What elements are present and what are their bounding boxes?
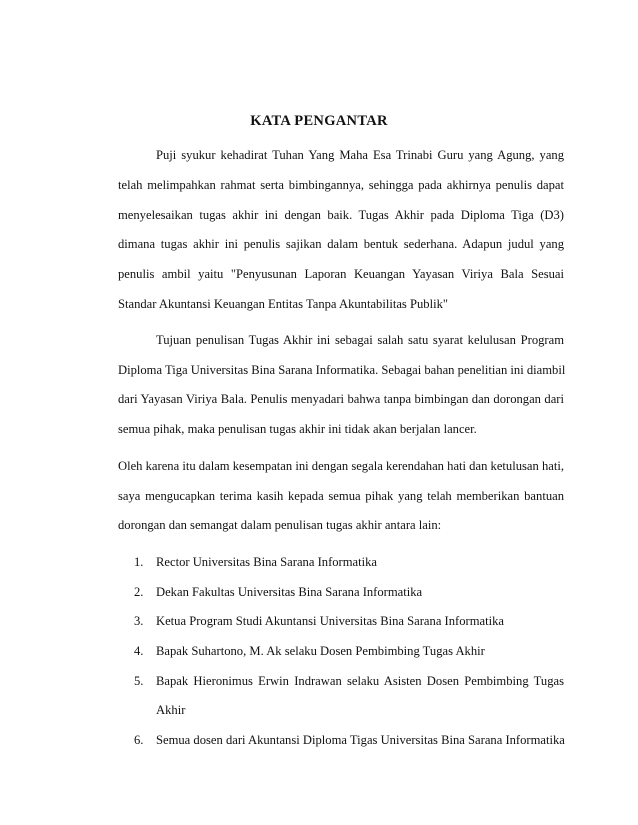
paragraph-2-line: semua pihak, maka penulisan tugas akhir ini tidak akan berjalan lancer. xyxy=(118,422,477,436)
paragraph-1-line: menyelesaikan tugas akhir ini dengan baik. Tugas Akhir pada Diploma Tiga (D3) xyxy=(118,208,564,222)
list-item-number: 3. xyxy=(134,614,144,628)
paragraph-1-line: dimana tugas akhir ini penulis sajikan dalam bentuk sederhana. Adapun judul yang xyxy=(118,237,564,251)
paragraph-3-line: saya mengucapkan terima kasih kepada semua pihak yang telah memberikan bantuan xyxy=(118,489,564,503)
paragraph-1-line: telah melimpahkan rahmat serta bimbingannya, sehingga pada akhirnya penulis dapat xyxy=(118,178,564,192)
list-item-number: 6. xyxy=(134,733,144,747)
list-item-text: Bapak Suhartono, M. Ak selaku Dosen Pembimbing Tugas Akhir xyxy=(156,644,485,658)
list-item-number: 5. xyxy=(134,674,144,688)
list-item-number: 1. xyxy=(134,555,144,569)
paragraph-2-line: Diploma Tiga Universitas Bina Sarana Informatika. Sebagai bahan penelitian ini diambil xyxy=(118,363,566,377)
list-item-text: Bapak Hieronimus Erwin Indrawan selaku Asisten Dosen Pembimbing Tugas xyxy=(156,674,564,688)
list-item-text: Ketua Program Studi Akuntansi Universitas Bina Sarana Informatika xyxy=(156,614,505,628)
list-item-number: 2. xyxy=(134,585,144,599)
list-item-text: Rector Universitas Bina Sarana Informatika xyxy=(156,555,378,569)
list-item-text: Dekan Fakultas Universitas Bina Sarana Informatika xyxy=(156,585,423,599)
paragraph-1-line: Standar Akuntansi Keuangan Entitas Tanpa Akuntabilitas Publik" xyxy=(118,297,449,311)
page-title: KATA PENGANTAR xyxy=(250,113,388,129)
paragraph-1-line: Puji syukur kehadirat Tuhan Yang Maha Esa Trinabi Guru yang Agung, yang xyxy=(156,148,564,162)
list-item-text: Semua dosen dari Akuntansi Diploma Tigas Universitas Bina Sarana Informatika xyxy=(156,733,565,747)
list-item-text-continued: Akhir xyxy=(156,703,186,717)
paragraph-2-line: Tujuan penulisan Tugas Akhir ini sebagai salah satu syarat kelulusan Program xyxy=(156,333,564,347)
paragraph-2-line: dari Yayasan Viriya Bala. Penulis menyadari bahwa tanpa bimbingan dan dorongan dari xyxy=(118,392,564,406)
list-item-number: 4. xyxy=(134,644,144,658)
paragraph-1-line: penulis ambil yaitu "Penyusunan Laporan Keuangan Yayasan Viriya Bala Sesuai xyxy=(118,267,564,281)
paragraph-3-line: dorongan dan semangat dalam penulisan tugas akhir antara lain: xyxy=(118,518,442,532)
paragraph-3-line: Oleh karena itu dalam kesempatan ini dengan segala kerendahan hati dan ketulusan hati, xyxy=(118,459,564,473)
